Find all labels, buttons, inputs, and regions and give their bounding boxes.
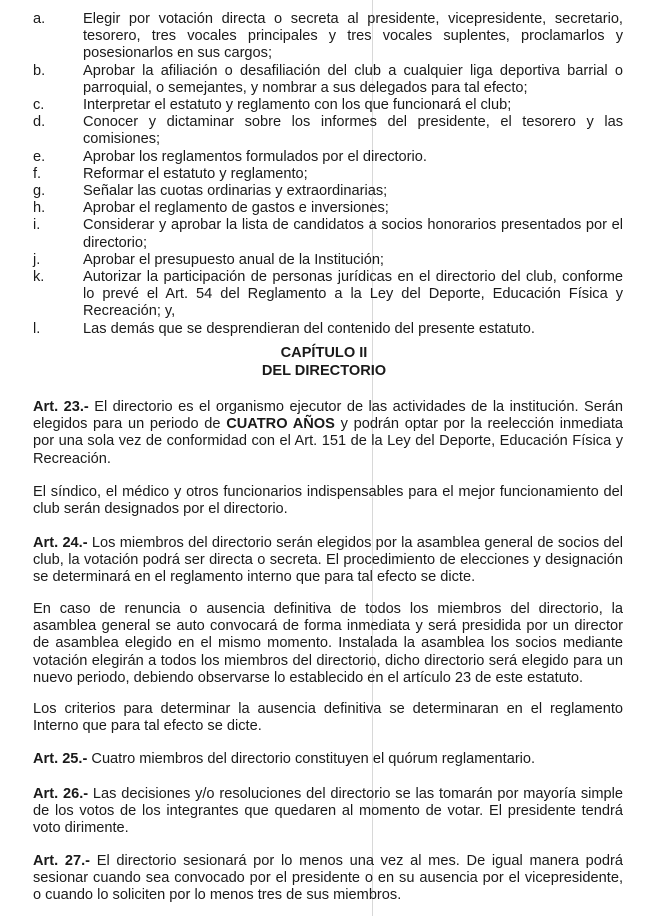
article-label: Art. 24.-: [33, 535, 88, 551]
paragraph-sindico: El síndico, el médico y otros funcionarios indispensables para el mejor funcionamiento del club serán designados por el directorio.: [33, 484, 623, 518]
list-item: b. Aprobar la afiliación o desafiliación del club a cualquier liga deportiva barrial o parroquial, o semejantes, y nombrar a sus delegados para tal efecto;: [33, 62, 623, 96]
list-item: h. Aprobar el reglamento de gastos e inversiones;: [33, 200, 389, 217]
term-emphasis: CUATRO AÑOS: [226, 416, 335, 433]
article-23: Art. 23.- El directorio es el organismo ejecutor de las actividades de la institución. Serán elegidos para un periodo de CUATRO AÑOS y podrán optar por la reelección inmediata por una sola vez de conformidad con el Art. 151 de la Ley del Deporte, Educación Física y Recreación.: [33, 399, 624, 467]
list-item: g. Señalar las cuotas ordinarias y extraordinarias;: [33, 183, 388, 200]
paragraph-criterios: Los criterios para determinar la ausencia definitiva se determinaran en el reglamento Interno que para tal efecto se dicte.: [33, 701, 623, 735]
list-item: k. Autorizar la participación de personas jurídicas en el directorio del club, conforme lo prevé el Art. 54 del Reglamento a la Ley del Deporte, Educación Física y Recreación; y,: [33, 269, 623, 320]
list-item: d. Conocer y dictaminar sobre los informes del presidente, el tesorero y las comisiones;: [33, 114, 623, 148]
article-25: Art. 25.- Cuatro miembros del directorio constituyen el quórum reglamentario.: [33, 751, 536, 767]
paragraph-renuncia: En caso de renuncia o ausencia definitiva de todos los miembros del directorio, la asamblea general se auto convocará de forma inmediata y será presidida por un director de asamblea elegido en el mismo momento. Instalada la asamblea los socios mediante votación elegirán a todos los miembros del directorio, dicho directorio será elegido para un nuevo periodo, debiendo observarse lo establecido en el artículo 23 de este estatuto.: [33, 601, 623, 686]
article-24: Art. 24.- Los miembros del directorio serán elegidos por la asamblea general de socios del club, la votación podrá ser directa o secreta. El procedimiento de elecciones y designación se determinará en el reglamento interno que para tal efecto se dicte.: [33, 535, 623, 586]
article-27: Art. 27.- El directorio sesionará por lo menos una vez al mes. De igual manera podrá sesionar cuando sea convocado por el presidente o en su ausencia por el vicepresidente, o cuando lo soliciten por lo menos tres de sus miembros.: [33, 853, 623, 904]
list-item: c. Interpretar el estatuto y reglamento con los que funcionará el club;: [33, 97, 512, 114]
article-label: Art. 27.-: [33, 853, 91, 869]
list-item: l. Las demás que se desprendieran del contenido del presente estatuto.: [33, 320, 535, 337]
article-26: Art. 26.- Las decisiones y/o resoluciones del directorio se las tomarán por mayoría simple de los votos de los integrantes que quedaren al momento de votar. El presidente tendrá voto dirimente.: [33, 786, 623, 837]
chapter-number: CAPÍTULO II: [280, 345, 368, 361]
article-label: Art. 26.-: [33, 786, 89, 802]
list-item: f. Reformar el estatuto y reglamento;: [33, 165, 308, 182]
list-item: e. Aprobar los reglamentos formulados por el directorio.: [33, 148, 427, 165]
list-item: i. Considerar y aprobar la lista de candidatos a socios honorarios presentados por el directorio;: [33, 217, 623, 251]
article-label: Art. 25.-: [33, 751, 88, 767]
list-item: a. Elegir por votación directa o secreta al presidente, vicepresidente, secretario, tesorero, tres vocales principales y tres vocales suplentes, proclamarlos y posesionarlos en sus cargos;: [33, 11, 623, 62]
attributions-list: [33, 11, 623, 338]
chapter-title: DEL DIRECTORIO: [261, 363, 387, 379]
article-label: Art. 23.-: [33, 399, 89, 415]
list-item: j. Aprobar el presupuesto anual de la Institución;: [33, 251, 384, 268]
